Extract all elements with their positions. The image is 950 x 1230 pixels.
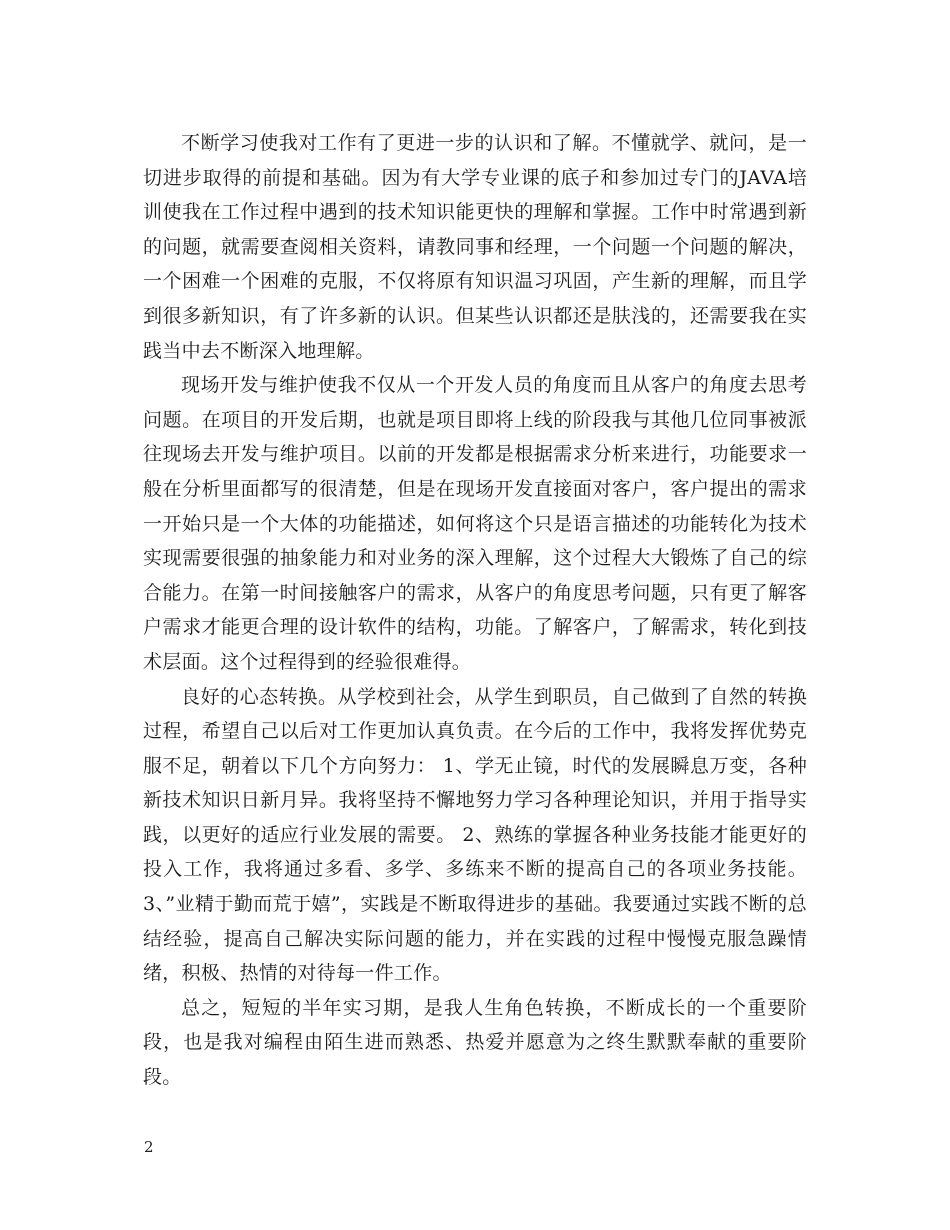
page-number: 2 <box>144 1138 154 1156</box>
paragraph-mindset: 良好的心态转换。从学校到社会，从学生到职员，自己做到了自然的转换过程，希望自己以后对工作更加认真负责。在今后的工作中，我将发挥优势克服不足，朝着以下几个方向努力： 1、学无止镜，时代的发展瞬息万变，各种新技术知识日新月异。我将坚持不懈地努力学习各种理论知识，并用于指导实践，以更好的适应行业发展的需要。 2、熟练的掌握各种业务技能才能更好的投入工作，我将通过多看、多学、多练来不断的提高自己的各项业务技能。 3、”业精于勤而荒于嬉”，实践是不断取得进步的基础。我要通过实践不断的总结经验，提高自己解决实际问题的能力，并在实践的过程中慢慢克服急躁情绪，积极、热情的对待每一件工作。 <box>143 685 807 985</box>
paragraph-learning: 不断学习使我对工作有了更进一步的认识和了解。不懂就学、就问，是一切进步取得的前提和基础。因为有大学专业课的底子和参加过专门的JAVA培训使我在工作过程中遇到的技术知识能更快的理解和掌握。工作中时常遇到新的问题，就需要查阅相关资料，请教同事和经理，一个问题一个问题的解决，一个困难一个困难的克服，不仅将原有知识温习巩固，产生新的理解，而且学到很多新知识，有了许多新的认识。但某些认识都还是肤浅的，还需要我在实践当中去不断深入地理解。 <box>143 132 807 362</box>
paragraph-summary: 总之，短短的半年实习期，是我人生角色转换，不断成长的一个重要阶段，也是我对编程由陌生进而熟悉、热爱并愿意为之终生默默奉献的重要阶段。 <box>143 996 807 1089</box>
paragraph-onsite-development: 现场开发与维护使我不仅从一个开发人员的角度而且从客户的角度去思考问题。在项目的开发后期，也就是项目即将上线的阶段我与其他几位同事被派往现场去开发与维护项目。以前的开发都是根据需求分析来进行，功能要求一般在分析里面都写的很清楚，但是在现场开发直接面对客户，客户提出的需求一开始只是一个大体的功能描述，如何将这个只是语言描述的功能转化为技术实现需要很强的抽象能力和对业务的深入理解，这个过程大大锻炼了自己的综合能力。在第一时间接触客户的需求，从客户的角度思考问题，只有更了解客户需求才能更合理的设计软件的结构，功能。了解客户，了解需求，转化到技术层面。这个过程得到的经验很难得。 <box>143 374 807 673</box>
document-body <box>143 126 807 1095</box>
